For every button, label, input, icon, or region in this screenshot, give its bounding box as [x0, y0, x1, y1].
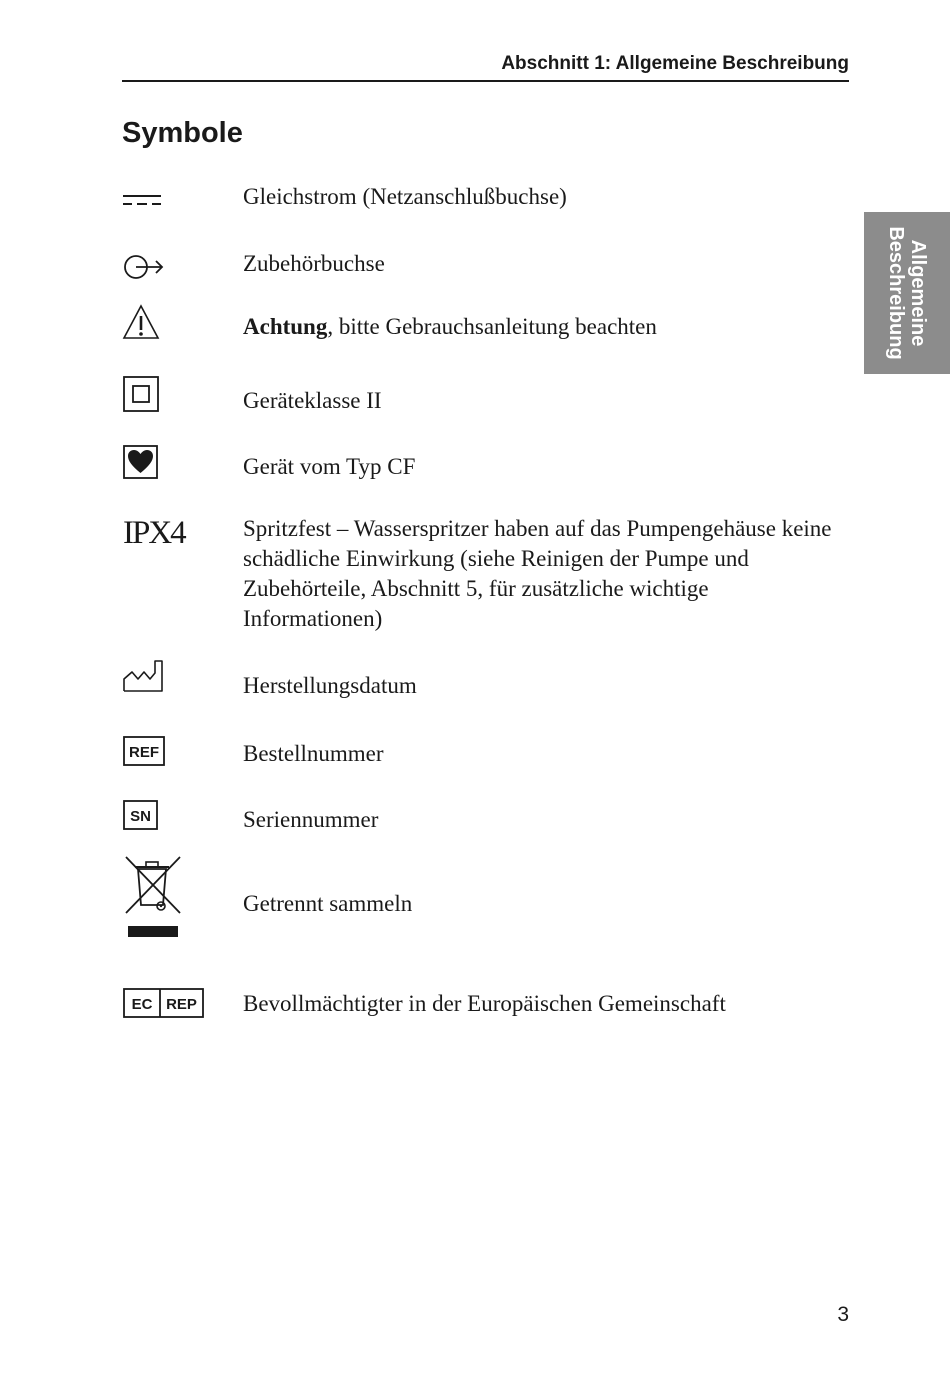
type-cf-heart-icon	[122, 444, 160, 480]
side-tab	[864, 212, 950, 374]
page-number: 3	[837, 1303, 849, 1326]
symbol-description: Gleichstrom (Netzanschlußbuchse)	[243, 184, 567, 209]
description-text: , bitte Gebrauchsanleitung beachten	[327, 314, 657, 339]
symbol-description: Getrennt sammeln	[243, 891, 413, 916]
symbol-description: Spritzfest – Wasserspritzer haben auf das Pumpengehäuse keine schädliche Einwirkung (siehe Reinigen der Pumpe und Zubehörteile, Abschnitt 5, für zusätzliche wichtige Informationen)	[243, 516, 832, 631]
ec-rep-box-icon	[122, 987, 206, 1019]
header-rule	[122, 80, 849, 82]
symbol-description: Gerät vom Typ CF	[243, 454, 416, 479]
class-ii-equipment-icon	[122, 375, 160, 413]
rep-label: REP	[166, 996, 197, 1013]
sn-label: SN	[130, 808, 151, 825]
manufacture-date-icon	[122, 659, 164, 693]
symbol-description: Zubehörbuchse	[243, 251, 385, 276]
symbol-description: Bestellnummer	[243, 741, 384, 766]
side-tab-label: Allgemeine Beschreibung	[885, 226, 929, 360]
section-header: Abschnitt 1: Allgemeine Beschreibung	[501, 53, 849, 74]
accessory-socket-icon	[122, 254, 166, 280]
sn-box-icon	[122, 799, 160, 831]
bold-label: Achtung	[243, 314, 328, 339]
symbol-description: Bevollmächtigter in der Europäischen Gemeinschaft	[243, 991, 726, 1016]
ref-label: REF	[129, 744, 159, 761]
symbol-description: Herstellungsdatum	[243, 673, 417, 698]
ec-label: EC	[131, 996, 153, 1013]
warning-triangle-icon	[122, 304, 160, 340]
crossed-bin-icon	[122, 855, 184, 939]
symbol-description: Seriennummer	[243, 807, 379, 832]
ref-box-icon	[122, 735, 166, 767]
ipx4-label: IPX4	[123, 515, 185, 551]
symbol-description	[243, 312, 843, 342]
symbol-description: Geräteklasse II	[243, 388, 382, 413]
page-title: Symbole	[122, 117, 243, 149]
direct-current-icon	[122, 192, 162, 208]
